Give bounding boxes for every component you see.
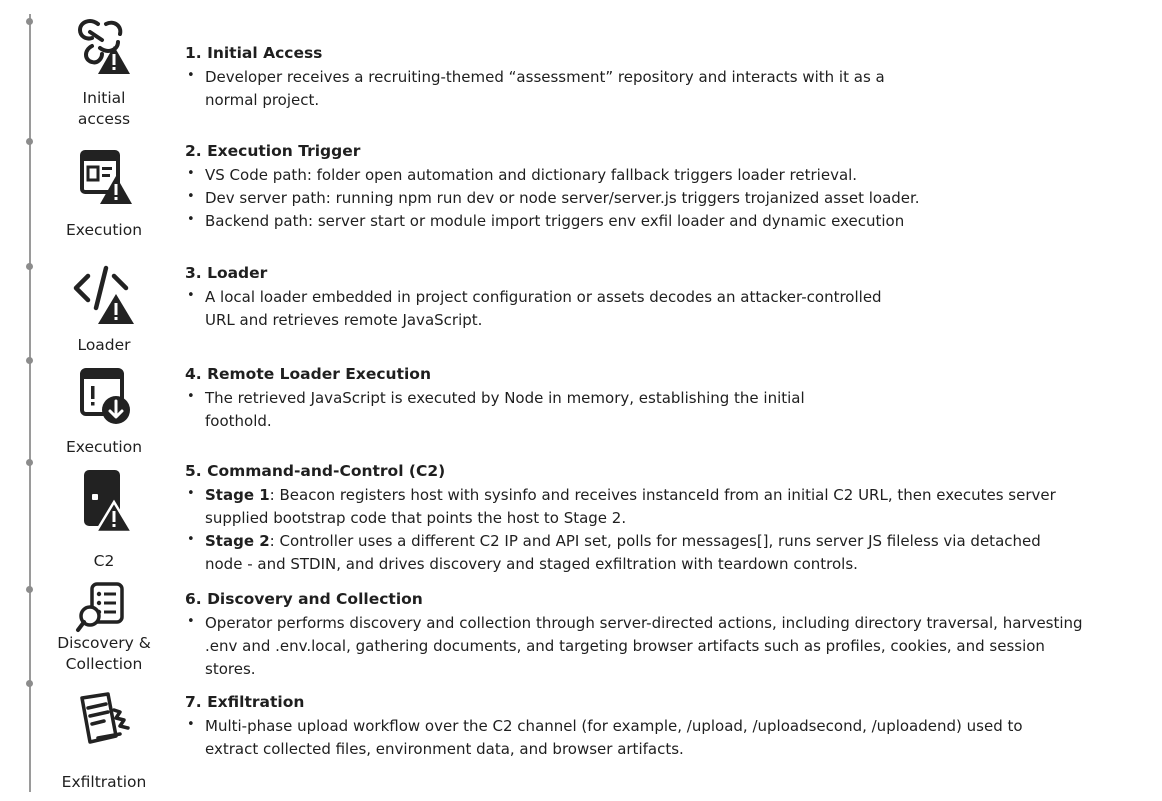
timeline-dot bbox=[26, 680, 33, 687]
stage-execution-trigger bbox=[185, 141, 1150, 233]
window-warning-icon bbox=[58, 146, 150, 210]
stage-discovery-collection bbox=[185, 589, 1150, 681]
stage-label: Discovery & Collection bbox=[57, 634, 151, 673]
stage-command-and-control bbox=[185, 461, 1150, 576]
timeline-dot bbox=[26, 138, 33, 145]
stage-bullet: • Operator performs discovery and collection through server-directed actions, including directory traversal, harvesting .env and .env.local, gathering documents, and targeting browser artifacts such as profiles, cookies, and session stores. bbox=[185, 612, 1150, 681]
stage-bullet: • VS Code path: folder open automation and dictionary fallback triggers loader retrieval. bbox=[185, 164, 1150, 187]
stage-label: Initial access bbox=[77, 89, 131, 128]
code-brackets-warning-icon bbox=[58, 264, 150, 328]
timeline-dot bbox=[26, 459, 33, 466]
stage-bullet: • Dev server path: running npm run dev or node server/server.js triggers trojanized asset loader. bbox=[185, 187, 1150, 210]
stage-bullet: • Multi-phase upload workflow over the C2 channel (for example, /upload, /uploadsecond, /uploadend) used to extract collected files, environment data, and browser artifacts. bbox=[185, 715, 1150, 761]
stage-title: 7. Exfiltration bbox=[185, 693, 305, 711]
stage-label: Exfiltration bbox=[61, 773, 147, 791]
stage-title: 5. Command-and-Control (C2) bbox=[185, 462, 446, 480]
stage-label: C2 bbox=[93, 552, 115, 570]
stage-title: 6. Discovery and Collection bbox=[185, 590, 423, 608]
document-warning-icon bbox=[58, 466, 150, 530]
stage-bullet: • Stage 2: Controller uses a different C2 IP and API set, polls for messages[], runs server JS fileless via detached node - and STDIN, and drives discovery and staged exfiltration with teardown controls. bbox=[185, 530, 1150, 576]
stage-exfiltration bbox=[185, 692, 1150, 761]
stage-bullet: • A local loader embedded in project configuration or assets decodes an attacker-controlled URL and retrieves remote JavaScript. bbox=[185, 286, 1150, 332]
stage-label: Execution bbox=[65, 438, 143, 456]
stage-title: 4. Remote Loader Execution bbox=[185, 365, 431, 383]
timeline-dot bbox=[26, 586, 33, 593]
stage-title: 3. Loader bbox=[185, 264, 268, 282]
stage-initial-access bbox=[185, 43, 1150, 112]
stage-title: 1. Initial Access bbox=[185, 44, 323, 62]
stage-bullet: • Backend path: server start or module import triggers env exfil loader and dynamic execution bbox=[185, 210, 1150, 233]
stage-title: 2. Execution Trigger bbox=[185, 142, 361, 160]
chain-link-warning-icon bbox=[58, 16, 150, 80]
stage-label: Loader bbox=[77, 336, 131, 354]
timeline-dot bbox=[26, 263, 33, 270]
window-download-icon bbox=[58, 366, 150, 430]
timeline-dot bbox=[26, 357, 33, 364]
stage-loader bbox=[185, 263, 1150, 332]
stage-remote-loader-execution bbox=[185, 364, 1150, 433]
stage-label: Execution bbox=[65, 221, 143, 239]
timeline-dot bbox=[26, 18, 33, 25]
stage-bullet: • The retrieved JavaScript is executed by Node in memory, establishing the initial foothold. bbox=[185, 387, 1150, 433]
timeline-line bbox=[29, 14, 31, 792]
stage-bullet: • Stage 1: Beacon registers host with sysinfo and receives instanceId from an initial C2 URL, then executes server supplied bootstrap code that points the host to Stage 2. bbox=[185, 484, 1150, 530]
document-exfil-icon bbox=[58, 690, 150, 754]
stage-bullet: • Developer receives a recruiting-themed “assessment” repository and interacts with it as a normal project. bbox=[185, 66, 1150, 112]
